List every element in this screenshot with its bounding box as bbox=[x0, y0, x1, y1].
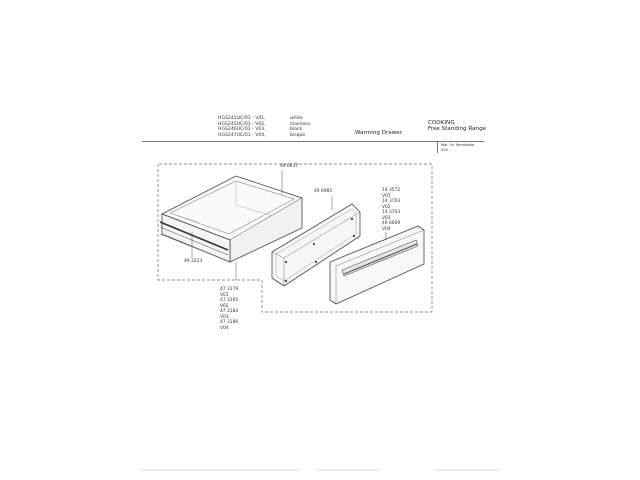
lower-part-line: 47 3186 bbox=[220, 320, 239, 325]
color-line: white bbox=[290, 116, 303, 121]
lower-part-line: V01 bbox=[220, 292, 229, 298]
lower-part-line: V03 bbox=[220, 314, 229, 320]
front-part-line: V03 bbox=[382, 215, 391, 221]
part-number-panel: 49 6985 bbox=[314, 189, 333, 194]
front-part-line: V01 bbox=[382, 193, 391, 199]
model-line: HGS246UC/01 - V03, bbox=[218, 127, 266, 132]
page-ref: Mar. Fo. Kennkatte bbox=[441, 143, 475, 147]
front-part-line: V02 bbox=[382, 204, 391, 210]
model-line: HGS245UC/01 - V02, bbox=[218, 121, 266, 127]
category-label: COOKING bbox=[428, 120, 455, 126]
color-line: bisque bbox=[290, 132, 306, 138]
product-label: Free Standing Range bbox=[428, 126, 487, 132]
front-part-line: 14 3572 bbox=[382, 188, 401, 193]
model-line: HGS242UC/01 - V01, bbox=[218, 116, 266, 121]
page-ref: 010 . . . . bbox=[441, 147, 457, 152]
color-line: black bbox=[290, 127, 303, 132]
lower-part-line: 47 3184 bbox=[220, 309, 239, 314]
color-line: stainless bbox=[290, 121, 311, 127]
lower-part-line: V02 bbox=[220, 303, 229, 309]
part-number-drawer-top: 49 6637 bbox=[280, 164, 299, 169]
model-line: HGS247UC/01 - V04, bbox=[218, 132, 266, 138]
front-part-line: 49 6669 bbox=[382, 221, 401, 226]
front-part-line: 14 3703 bbox=[382, 210, 401, 215]
lower-part-line: V04 bbox=[220, 325, 229, 331]
lower-part-line: 47 3179 bbox=[220, 287, 239, 292]
front-part-line: 14 3703 bbox=[382, 199, 401, 204]
diagram-title: Warming Drawer bbox=[355, 130, 403, 136]
front-part-line: V04 bbox=[382, 226, 391, 232]
lower-part-line: 47 3165 bbox=[220, 298, 239, 303]
part-number-drawer-bottom: 49 3223 bbox=[184, 259, 203, 264]
